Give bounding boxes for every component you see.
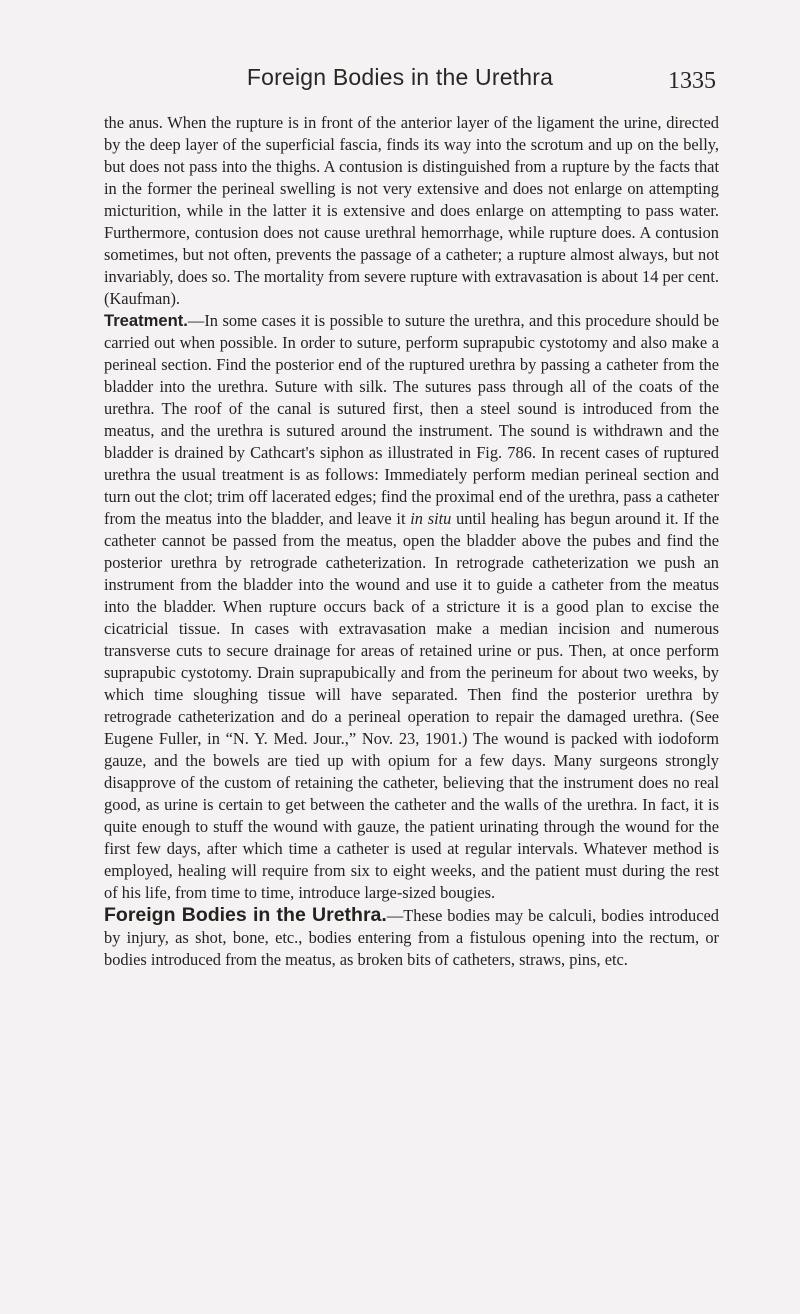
foreign-bodies-text: —These bodies may be calculi, bodies introduced by injury, as shot, bone, etc., bodies entering from a fistulous opening into the rectum, or bodies introduced from the meatus, as broken bits of catheters, straws, pins, etc. xyxy=(104,906,719,969)
treatment-text-part2: until healing has begun around it. If the catheter cannot be passed from the meatus, open the bladder above the pubes and find the posterior urethra by retrograde catheterization. In retrograde catheterization we push an instrument from the bladder into the wound and use it to guide a catheter from the meatus into the bladder. When rupture occurs back of a stricture it is a good plan to excise the cicatricial tissue. In cases with extravasation make a median incision and numerous transverse cuts to secure drainage for areas of retained urine or pus. Then, at once perform suprapubic cystotomy. Drain suprapubically and from the perineum for about two weeks, by which time sloughing tissue will have separated. Then find the posterior urethra by retrograde catheterization and do a perineal operation to repair the damaged urethra. (See Eugene Fuller, in “N. Y. Med. Jour.,” Nov. 23, 1901.) The wound is packed with iodoform gauze, and the bowels are tied up with opium for a few days. Many surgeons strongly disapprove of the custom of retaining the catheter, believing that the instrument does no real good, as urine is certain to get between the catheter and the walls of the urethra. In fact, it is quite enough to stuff the wound with gauze, the patient urinating through the wound for the first few days, after which time a catheter is used at regular intervals. Whatever method is employed, healing will require from six to eight weeks, and the patient must during the rest of his life, from time to time, introduce large-sized bougies. xyxy=(104,509,719,902)
page-number: 1335 xyxy=(668,68,716,94)
paragraph-foreign-bodies xyxy=(104,904,719,971)
running-header-title: Foreign Bodies in the Urethra xyxy=(246,64,554,90)
treatment-text-part1: —In some cases it is possible to suture the urethra, and this procedure should be carried out when possible. In order to suture, perform suprapubic cystotomy and also make a perineal section. Find the posterior end of the ruptured urethra by passing a catheter from the bladder into the urethra. Suture with silk. The sutures pass through all of the coats of the urethra. The roof of the canal is sutured first, then a steel sound is introduced from the meatus, and the urethra is sutured around the instrument. The sound is withdrawn and the bladder is drained by Cathcart's siphon as illustrated in Fig. 786. In recent cases of ruptured urethra the usual treatment is as follows: Immediately perform median perineal section and turn out the clot; trim off lacerated edges; find the proximal end of the urethra, pass a catheter from the meatus into the bladder, and leave it xyxy=(104,311,719,528)
treatment-heading: Treatment. xyxy=(104,311,188,330)
paragraph-treatment xyxy=(104,310,719,904)
paragraph-continuation: the anus. When the rupture is in front of the anterior layer of the ligament the urine, directed by the deep layer of the superficial fascia, finds its way into the scrotum and up on the belly, but does not pass into the thighs. A contusion is distinguished from a rupture by the facts that in the former the perineal swelling is not very extensive and does not enlarge on attempting micturition, while in the latter it is extensive and does enlarge on attempting to pass water. Furthermore, contusion does not cause urethral hemorrhage, while rupture does. A contusion sometimes, but not often, prevents the passage of a catheter; a rupture almost always, but not invariably, does so. The mortality from severe rupture with extravasation is about 14 per cent. (Kaufman). xyxy=(104,113,719,308)
running-header xyxy=(0,64,800,104)
foreign-bodies-heading: Foreign Bodies in the Urethra. xyxy=(104,904,387,926)
treatment-italic-phrase: in situ xyxy=(410,509,452,528)
body-text xyxy=(104,112,719,971)
